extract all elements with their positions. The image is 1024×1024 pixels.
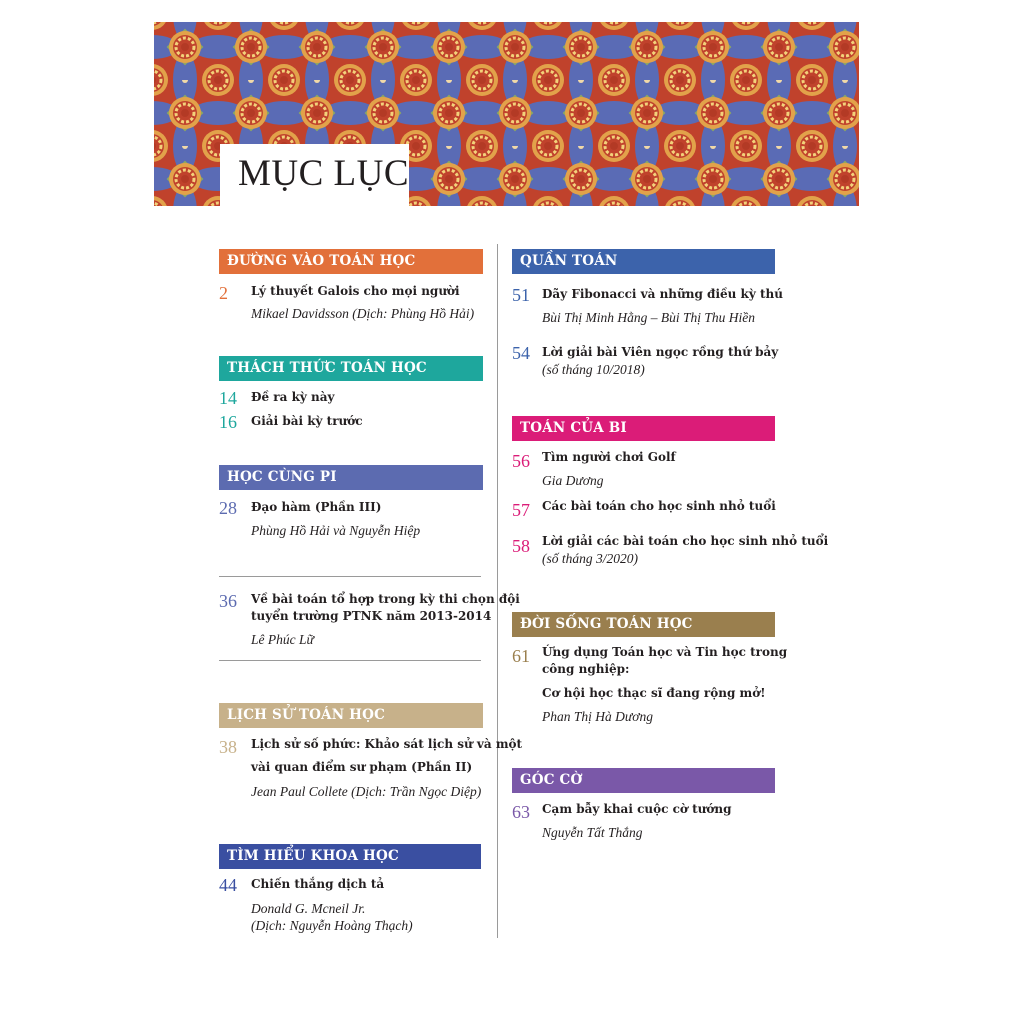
page-number: 2: [219, 283, 228, 303]
page-number: 38: [219, 737, 237, 757]
page-number: 28: [219, 498, 237, 518]
article-title[interactable]: Đề ra kỳ này: [251, 390, 335, 404]
page-number: 14: [219, 388, 237, 408]
section-header-tim-hieu-khoa-hoc: TÌM HIỂU KHOA HỌC: [219, 844, 481, 869]
article-title[interactable]: Dãy Fibonacci và những điều kỳ thú: [542, 287, 783, 301]
article-title[interactable]: Giải bài kỳ trước: [251, 414, 363, 428]
item-divider: [219, 660, 481, 661]
article-title-line[interactable]: Ứng dụng Toán học và Tin học trong: [542, 645, 788, 659]
page-number: 61: [512, 646, 530, 666]
article-title[interactable]: Lời giải các bài toán cho học sinh nhỏ tuổi: [542, 534, 829, 548]
article-title-line[interactable]: Lịch sử số phức: Khảo sát lịch sử và một: [251, 737, 523, 751]
article-author: (số tháng 10/2018): [542, 362, 645, 377]
article-author: Phùng Hồ Hải và Nguyễn Hiệp: [251, 523, 421, 538]
article-title-line[interactable]: vài quan điểm sư phạm (Phần II): [251, 760, 473, 774]
section-header-duong-vao-toan-hoc: ĐƯỜNG VÀO TOÁN HỌC: [219, 249, 483, 274]
page-number: 51: [512, 285, 530, 305]
item-divider: [219, 576, 481, 577]
section-header-thach-thuc-toan-hoc: THÁCH THỨC TOÁN HỌC: [219, 356, 483, 381]
article-author: Bùi Thị Minh Hằng – Bùi Thị Thu Hiền: [542, 310, 756, 325]
section-header-lich-su-toan-hoc: LỊCH SỬ TOÁN HỌC: [219, 703, 483, 728]
article-author: Donald G. Mcneil Jr.: [251, 901, 366, 916]
section-header-doi-song-toan-hoc: ĐỜI SỐNG TOÁN HỌC: [512, 612, 775, 637]
article-title-line[interactable]: Cơ hội học thạc sĩ đang rộng mở!: [542, 686, 766, 700]
article-author: (số tháng 3/2020): [542, 551, 638, 566]
article-title[interactable]: Chiến thắng dịch tả: [251, 877, 385, 891]
article-author: Lê Phúc Lữ: [251, 632, 314, 647]
article-author: Jean Paul Collete (Dịch: Trần Ngọc Diệp): [251, 784, 482, 799]
page-number: 57: [512, 500, 530, 520]
article-title[interactable]: Tìm người chơi Golf: [542, 450, 676, 464]
section-header-hoc-cung-pi: HỌC CÙNG PI: [219, 465, 483, 490]
section-header-goc-co: GÓC CỜ: [512, 768, 775, 793]
page-title: MỤC LỤC: [238, 153, 410, 194]
page-number: 44: [219, 875, 237, 895]
page-number: 58: [512, 536, 530, 556]
article-author: Mikael Davidsson (Dịch: Phùng Hồ Hải): [251, 306, 475, 321]
article-author: Nguyễn Tất Thắng: [542, 825, 643, 840]
article-title[interactable]: Các bài toán cho học sinh nhỏ tuổi: [542, 499, 776, 513]
article-title-line[interactable]: công nghiệp:: [542, 662, 630, 676]
page-number: 16: [219, 412, 237, 432]
section-header-quan-toan: QUẦN TOÁN: [512, 249, 775, 274]
article-author: Phan Thị Hà Dương: [542, 709, 653, 724]
page-number: 54: [512, 343, 530, 363]
article-author: Gia Dương: [542, 473, 604, 488]
article-title[interactable]: Đạo hàm (Phần III): [251, 500, 382, 514]
page-number: 36: [219, 591, 237, 611]
section-header-toan-cua-bi: TOÁN CỦA BI: [512, 416, 775, 441]
article-title[interactable]: Lý thuyết Galois cho mọi người: [251, 284, 460, 298]
article-title[interactable]: Cạm bẫy khai cuộc cờ tướng: [542, 802, 732, 816]
page-number: 56: [512, 451, 530, 471]
article-title[interactable]: Lời giải bài Viên ngọc rồng thứ bảy: [542, 345, 779, 359]
article-author: (Dịch: Nguyễn Hoàng Thạch): [251, 918, 413, 933]
article-title-line[interactable]: Về bài toán tổ hợp trong kỳ thi chọn đội: [251, 592, 520, 606]
article-title-line[interactable]: tuyển trường PTNK năm 2013-2014: [251, 609, 492, 623]
page-number: 63: [512, 802, 530, 822]
